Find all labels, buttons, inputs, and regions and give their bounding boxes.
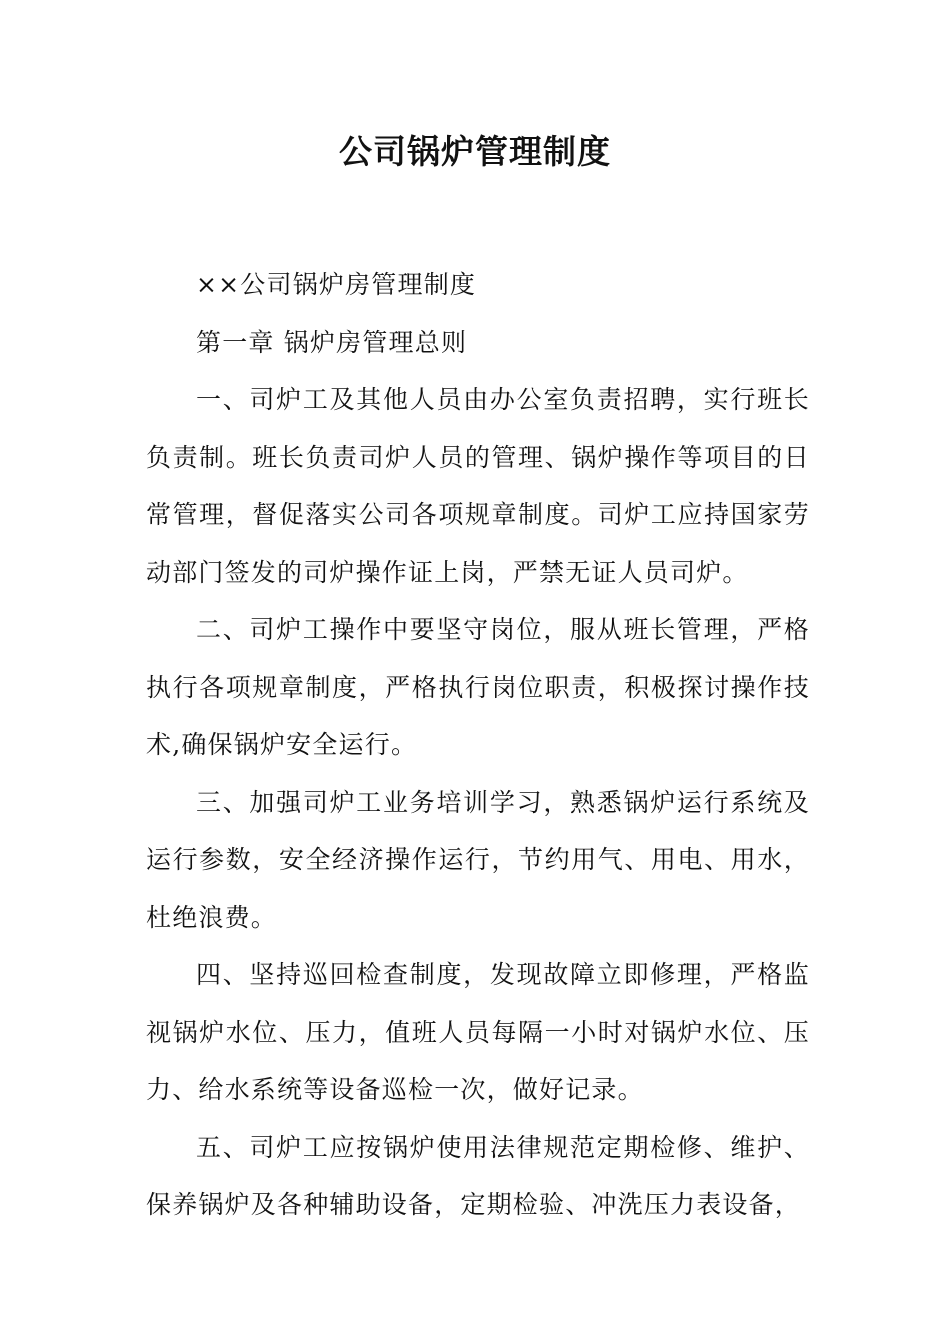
section-heading-company: ××公司锅炉房管理制度 — [196, 270, 477, 299]
chapter-heading: 第一章 锅炉房管理总则 — [196, 327, 468, 357]
document-title: 公司锅炉管理制度 — [339, 132, 611, 171]
paragraph-3: 三、加强司炉工业务培训学习，熟悉锅炉运行系统及运行参数，安全经济操作运行，节约用气、用电、用水，杜绝浪费。 — [146, 787, 810, 932]
paragraph-2: 二、司炉工操作中要坚守岗位，服从班长管理，严格执行各项规章制度，严格执行岗位职责，积极探讨操作技术,确保锅炉安全运行。 — [146, 615, 810, 759]
paragraph-5: 五、司炉工应按锅炉使用法律规范定期检修、维护、保养锅炉及各种辅助设备，定期检验、冲洗压力表设备， — [146, 1132, 810, 1219]
paragraph-4: 四、坚持巡回检查制度，发现故障立即修理，严格监视锅炉水位、压力，值班人员每隔一小时对锅炉水位、压力、给水系统等设备巡检一次，做好记录。 — [146, 960, 810, 1104]
paragraph-1: 一、司炉工及其他人员由办公室负责招聘，实行班长负责制。班长负责司炉人员的管理、锅炉操作等项目的日常管理，督促落实公司各项规章制度。司炉工应持国家劳动部门签发的司炉操作证上岗，严禁无证人员司炉。 — [146, 385, 810, 587]
document-body — [146, 256, 810, 1234]
